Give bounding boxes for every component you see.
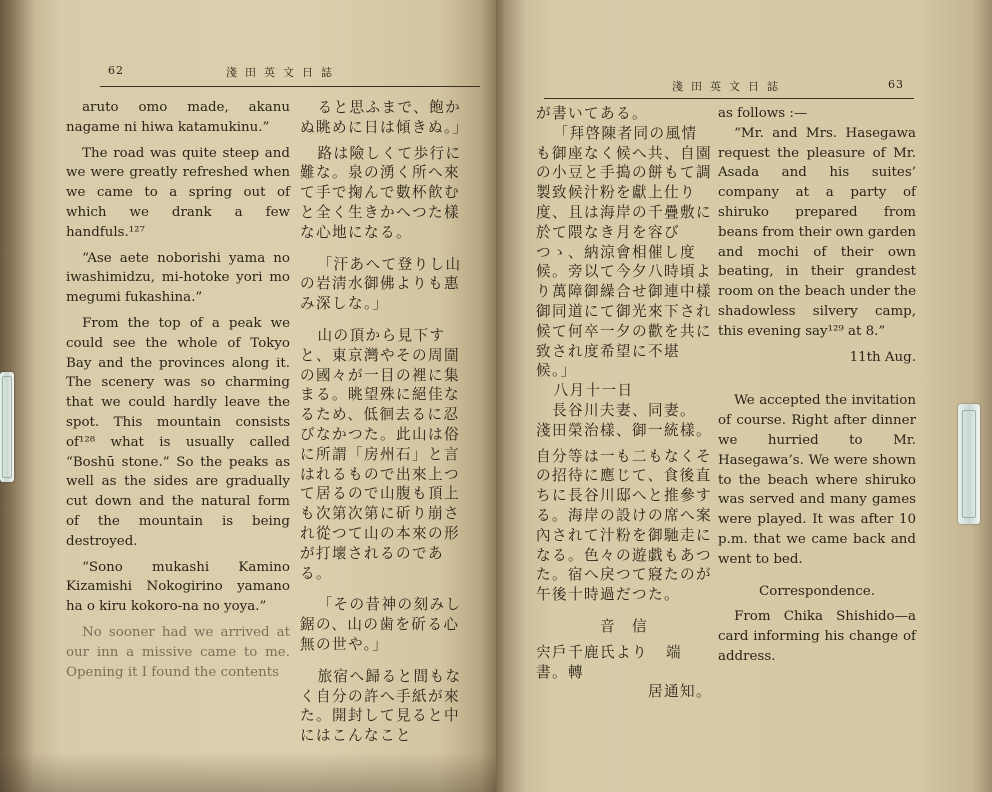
japanese-paragraph: 淺田榮治樣、御一統樣。 — [536, 421, 712, 439]
japanese-paragraph: 「拜啓陳者同の風情も御座なく候へ共、自園の小豆と手搗の餅もて調製致候汁粉を獻上仕り度、且は海岸の千疊敷に於て隈なき月を容びつゝ、納涼會相催し度候。旁以て今夕八時頃より萬障御繰合せ御連中樣御同道にて御光來下され候て何卒一夕の歡を共に致され度希望に不堪候。」 — [536, 124, 712, 380]
right-page — [496, 0, 992, 792]
running-head: 淺田英文日誌 — [672, 80, 786, 93]
japanese-paragraph: 山の頂から見下すと、東京灣やその周圍の國々が一目の裡に集まる。眺望殊に絕佳なるため、低徊去るに忍びなかつた。此山は俗に所謂「房州石」と言はれるもので出來上つて居るので山腹も頂上も次第次第に斫り崩され從つて山の本來の形が打壞されるのである。 — [300, 326, 460, 582]
english-paragraph: “Sono mukashi Kamino Kizamishi Nokogirino yamano ha o kiru kokoro-na no yoya.” — [66, 559, 290, 615]
english-paragraph: aruto omo made, akanu nagame ni hiwa katamukinu.” — [66, 100, 290, 135]
english-paragraph: “Ase aete noborishi yama no iwashimidzu, mi-hotoke yori mo megumi fukashina.” — [66, 250, 290, 306]
japanese-paragraph: が書いてある。 — [536, 105, 648, 122]
english-paragraph: The road was quite steep and we were greatly refreshed when we came to a spring out of which we drank a few handfuls.¹²⁷ — [66, 145, 290, 240]
english-column-left — [66, 98, 290, 682]
japanese-column-left — [300, 98, 470, 746]
section-heading: 音 信 — [600, 617, 648, 635]
english-paragraph: “Mr. and Mrs. Hasegawa request the pleasure of Mr. Asada and his suites’ company at a party of shiruko prepared from beans from their own garden and mochi of their own beating, in their grandest room on the beach under the shadowless silvery camp, this evening say¹²⁹ at 8.” — [718, 125, 916, 339]
section-heading: Correspondence. — [759, 583, 875, 599]
english-paragraph: From Chika Shishido—a card informing his change of address. — [718, 609, 916, 664]
japanese-paragraph: 旅宿へ歸ると間もなく自分の許へ手紙が來た。開封して見ると中にはこんなこと — [300, 667, 462, 745]
english-paragraph: From the top of a peak we could see the whole of Tokyo Bay and the provinces along it. The scenery was so charming that we could hardly leave the spot. This mountain consists of¹²⁸ what is usually called “Boshū stone.” So the peaks as well as the sides are gradually cut down and the natural form of the mountain is being destroyed. — [66, 315, 290, 549]
japanese-paragraph: 自分等は一も二もなくその招待に應じて、食後直ちに長谷川邸へと推參する。海岸の設けの席へ案內されて汁粉を御馳走になる。色々の遊戯もあつた。宿へ戾つて寢たのが午後十時過だつた。 — [536, 447, 712, 604]
japanese-column-right — [536, 104, 712, 702]
english-paragraph: We accepted the invitation of course. Right after dinner we hurried to Mr. Hasegawa’s. We were shown to the beach where shiruko was served and many games were played. It was after 10 p.m. that we came back and went to bed. — [718, 393, 916, 567]
japanese-paragraph: 長谷川夫妻、同妻。 — [552, 401, 696, 419]
header-rule — [544, 98, 914, 99]
running-head: 淺田英文日誌 — [226, 66, 340, 79]
page-shadow — [0, 752, 496, 792]
japanese-paragraph: 八月十一日 — [553, 382, 634, 400]
english-paragraph: as follows :— — [718, 106, 808, 121]
japanese-text: 宍戶千鹿氏より — [536, 643, 648, 661]
japanese-paragraph: ると思ふまで、飽かぬ眺めに日は傾きぬ。」 — [300, 99, 469, 136]
page-holder-clip-right — [958, 404, 980, 524]
page-number: 62 — [108, 64, 124, 77]
english-paragraph: No sooner had we arrived at our inn a missive came to me. Opening it I found the contents — [66, 624, 290, 680]
japanese-text: 端書。轉 — [536, 643, 683, 681]
english-paragraph: 11th Aug. — [849, 349, 916, 365]
english-column-right — [718, 104, 916, 667]
page-number: 63 — [888, 78, 904, 91]
page-holder-clip-left — [0, 372, 14, 482]
japanese-paragraph: 路は險しくて歩行に難な。泉の湧く所へ來て手で掬んで數杯飮むと全く生きかへつた樣な心地になる。 — [300, 144, 462, 241]
header-rule — [100, 86, 480, 87]
japanese-text: 居通知。 — [648, 683, 712, 701]
japanese-paragraph: 「その昔神の刻みし鋸の、山の歯を斫る心無の世や。」 — [300, 596, 462, 653]
japanese-paragraph: 「汗あへて登りし山の岩淸水御佛よりも惠み深しな。」 — [300, 255, 462, 313]
